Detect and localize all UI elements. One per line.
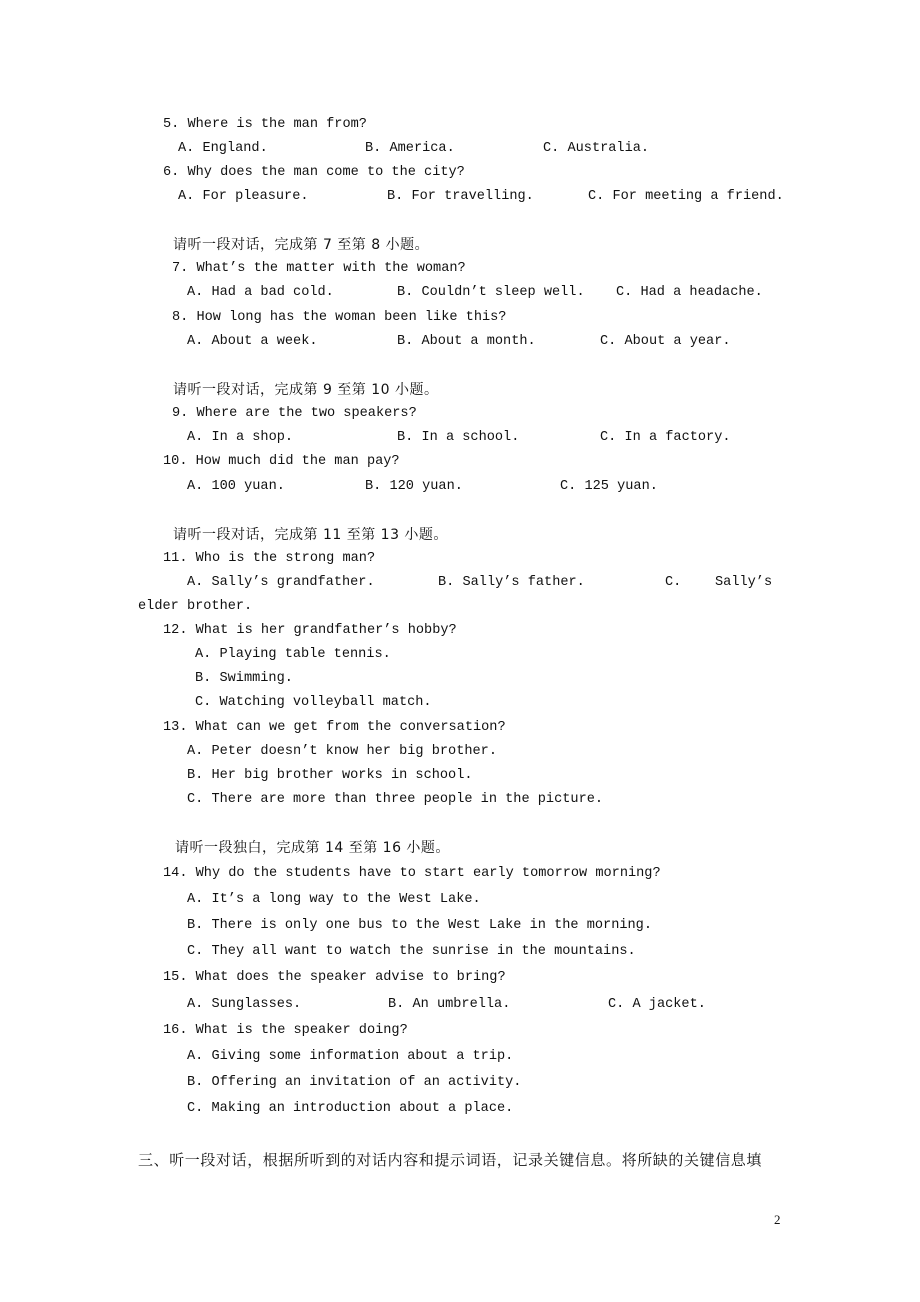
option-c-continued: elder brother.	[138, 599, 253, 614]
option-c: C. Making an introduction about a place.	[187, 1101, 514, 1116]
option-c: C. A jacket.	[608, 997, 706, 1012]
question-14: 14. Why do the students have to start early tomorrow morning?	[163, 866, 661, 881]
option-b: B. About a month.	[397, 334, 536, 349]
option-a: A. Had a bad cold.	[187, 285, 334, 300]
option-a: A. England.	[178, 141, 268, 156]
section-heading: 请听一段对话，完成第 9 至第 10 小题。	[173, 382, 439, 398]
option-a: A. Sally’s grandfather.	[187, 575, 375, 590]
option-c: C. In a factory.	[600, 430, 731, 445]
option-b: B. An umbrella.	[388, 997, 511, 1012]
question-9: 9. Where are the two speakers?	[172, 406, 417, 421]
page-number: 2	[774, 1212, 781, 1227]
option-a: A. 100 yuan.	[187, 479, 285, 494]
question-6: 6. Why does the man come to the city?	[163, 165, 465, 180]
question-5: 5. Where is the man from?	[163, 117, 367, 132]
option-c: C. They all want to watch the sunrise in the mountains.	[187, 944, 636, 959]
option-c: C. 125 yuan.	[560, 479, 658, 494]
option-a: A. About a week.	[187, 334, 318, 349]
option-b: B. There is only one bus to the West Lake in the morning.	[187, 918, 652, 933]
option-c: C. Australia.	[543, 141, 650, 156]
option-c: C. There are more than three people in the picture.	[187, 792, 604, 807]
question-12: 12. What is her grandfather’s hobby?	[163, 623, 457, 638]
question-11: 11. Who is the strong man?	[163, 551, 376, 566]
option-a: A. Peter doesn’t know her big brother.	[187, 744, 497, 759]
option-c-text: Sally’s	[715, 575, 773, 590]
option-b: B. Couldn’t sleep well.	[397, 285, 585, 300]
option-b: B. In a school.	[397, 430, 520, 445]
question-10: 10. How much did the man pay?	[163, 454, 400, 469]
section-heading: 请听一段对话，完成第 11 至第 13 小题。	[173, 527, 448, 543]
option-a: A. Playing table tennis.	[195, 647, 391, 662]
option-a: A. For pleasure.	[178, 189, 309, 204]
question-16: 16. What is the speaker doing?	[163, 1023, 408, 1038]
question-7: 7. What’s the matter with the woman?	[172, 261, 466, 276]
section-heading: 请听一段独白，完成第 14 至第 16 小题。	[175, 840, 450, 856]
option-a: A. Sunglasses.	[187, 997, 302, 1012]
option-a: A. Giving some information about a trip.	[187, 1049, 514, 1064]
option-c: C. Watching volleyball match.	[195, 695, 432, 710]
option-b: B. Swimming.	[195, 671, 293, 686]
option-b: B. Sally’s father.	[438, 575, 585, 590]
question-8: 8. How long has the woman been like this?	[172, 310, 507, 325]
option-b: B. Her big brother works in school.	[187, 768, 473, 783]
section-three-instructions: 三、听一段对话，根据所听到的对话内容和提示词语，记录关键信息。将所缺的关键信息填	[138, 1151, 763, 1169]
section-heading: 请听一段对话，完成第 7 至第 8 小题。	[173, 237, 430, 253]
option-a: A. It’s a long way to the West Lake.	[187, 892, 481, 907]
option-c: C. About a year.	[600, 334, 731, 349]
option-b: B. America.	[365, 141, 455, 156]
option-b: B. For travelling.	[387, 189, 534, 204]
question-13: 13. What can we get from the conversation?	[163, 720, 506, 735]
option-b: B. 120 yuan.	[365, 479, 463, 494]
option-c-label: C.	[665, 575, 682, 590]
option-a: A. In a shop.	[187, 430, 294, 445]
option-c: C. Had a headache.	[616, 285, 763, 300]
option-c: C. For meeting a friend.	[588, 189, 784, 204]
question-15: 15. What does the speaker advise to bring?	[163, 970, 506, 985]
option-b: B. Offering an invitation of an activity.	[187, 1075, 522, 1090]
